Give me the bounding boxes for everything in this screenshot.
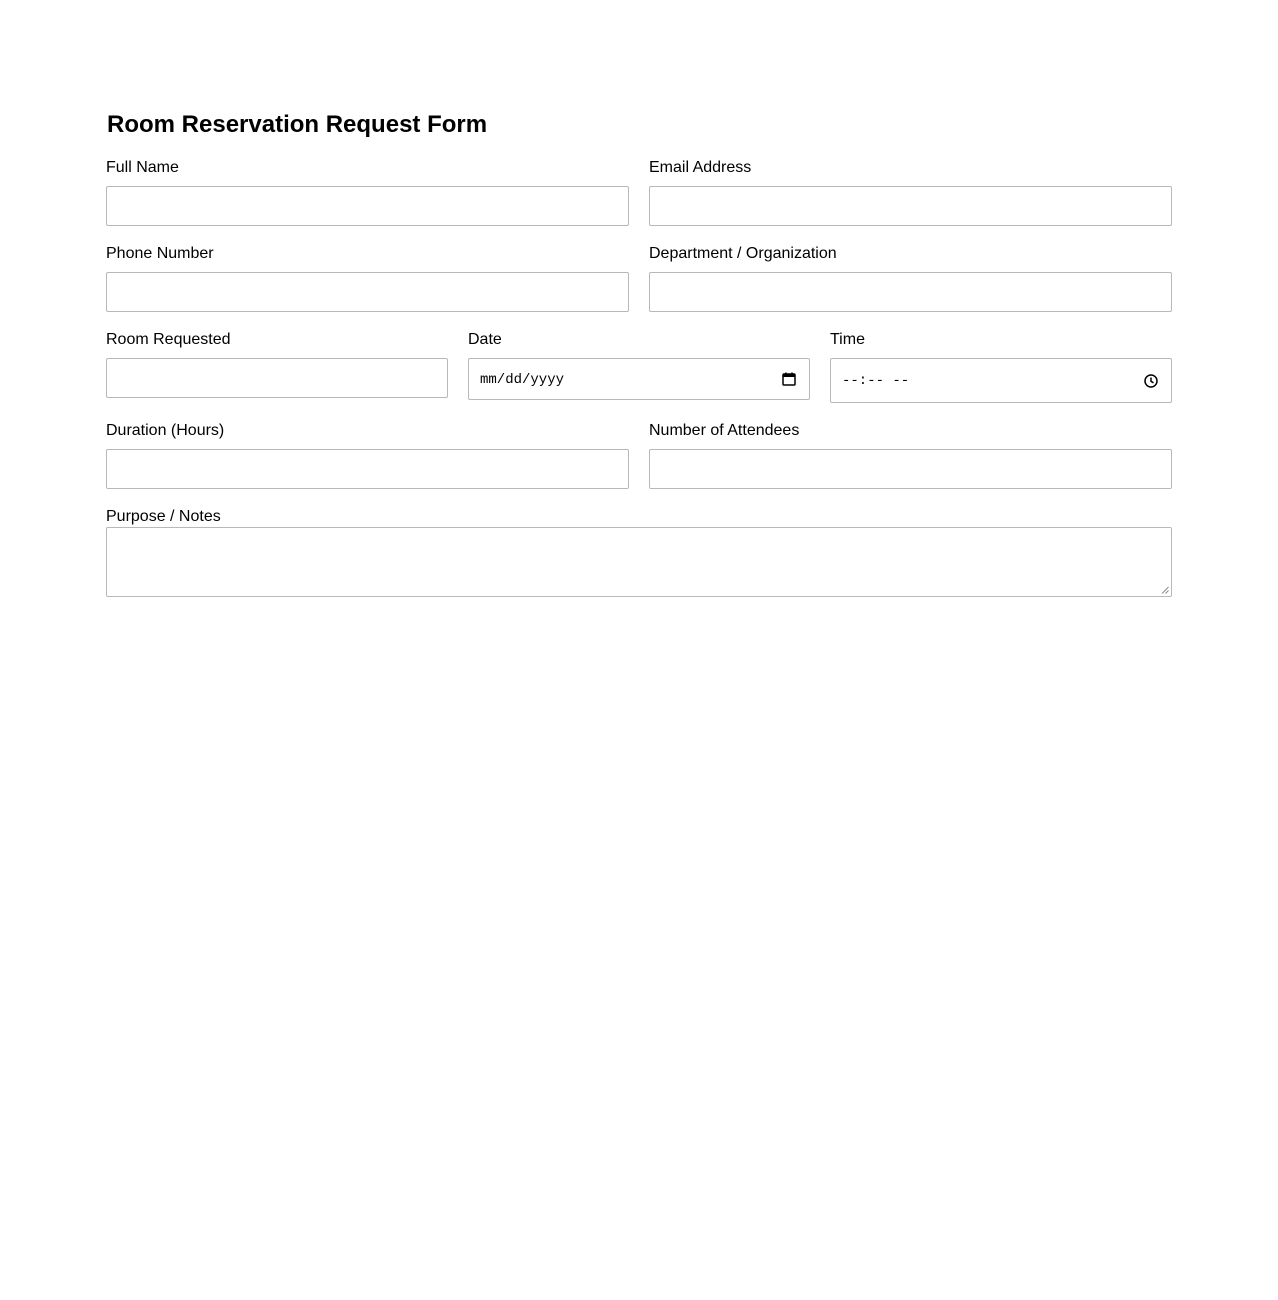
time-group [830,331,1172,389]
calendar-icon[interactable] [781,371,797,387]
full-name-input[interactable] [106,186,629,226]
room-label: Room Requested [106,331,231,348]
email-group [649,159,1172,177]
duration-input[interactable] [106,449,629,489]
attendees-group [649,422,1172,440]
date-placeholder: mm/dd/yyyy [480,372,565,388]
room-group [106,331,448,349]
email-label: Email Address [649,159,752,176]
full-name-group [106,159,629,177]
time-placeholder: --:-- -- [842,373,910,389]
date-group [468,331,810,388]
room-input[interactable] [106,358,448,398]
duration-group [106,422,629,440]
time-label: Time [830,331,865,348]
date-input[interactable] [468,358,810,400]
form-title: Room Reservation Request Form [107,111,488,138]
resize-handle-icon[interactable] [1161,586,1169,594]
email-input[interactable] [649,186,1172,226]
department-label: Department / Organization [649,245,837,262]
attendees-label: Number of Attendees [649,422,800,439]
attendees-input[interactable] [649,449,1172,489]
phone-label: Phone Number [106,245,214,262]
department-group [649,245,1172,263]
full-name-label: Full Name [106,159,179,176]
phone-group [106,245,629,263]
date-label: Date [468,331,502,348]
notes-textarea[interactable] [106,527,1172,597]
notes-group [106,508,1172,526]
notes-label: Purpose / Notes [106,508,221,525]
time-input[interactable] [830,358,1172,403]
clock-icon[interactable] [1143,373,1159,389]
phone-input[interactable] [106,272,629,312]
department-input[interactable] [649,272,1172,312]
duration-label: Duration (Hours) [106,422,225,439]
